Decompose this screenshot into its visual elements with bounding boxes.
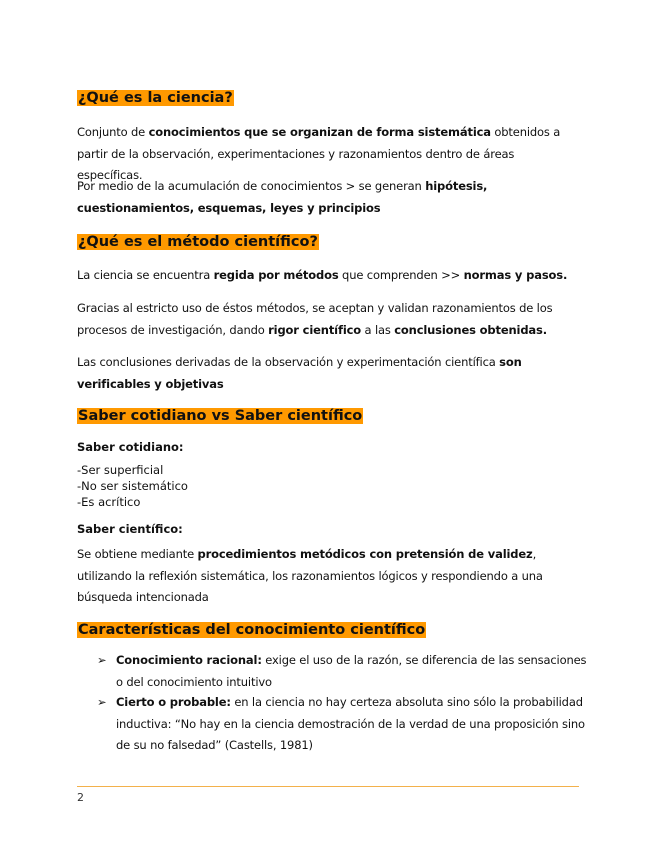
- bullet-item-cierto-o-probable: ➢ Cierto o probable: en la ciencia no hay certeza absoluta sino sólo la probabilidad inductiva: “No hay en la ciencia demostración de la verdad de una proposición sino de su no falsedad” (Castells, 1981): [97, 692, 587, 757]
- arrow-bullet-icon: ➢: [97, 653, 107, 667]
- heading-saber-cotidiano-vs-cientifico: Saber cotidiano vs Saber científico: [78, 408, 363, 424]
- paragraph-saber-cientifico: Se obtiene mediante procedimientos metódicos con pretensión de validez, utilizando la reflexión sistemática, los razonamientos lógicos y respondiendo a una búsqueda intencionada: [77, 547, 543, 604]
- paragraph-regida-por-metodos: La ciencia se encuentra regida por métodos que comprenden >> normas y pasos.: [77, 268, 568, 282]
- heading-que-es-la-ciencia: ¿Qué es la ciencia?: [78, 90, 233, 106]
- arrow-bullet-icon: ➢: [97, 695, 107, 709]
- heading-metodo-cientifico: ¿Qué es el método científico?: [78, 234, 318, 250]
- list-item: -Ser superficial: [77, 463, 164, 477]
- bullet-item-conocimiento-racional: ➢ Conocimiento racional: exige el uso de la razón, se diferencia de las sensaciones o del conocimiento intuitivo: [97, 650, 587, 693]
- paragraph-definicion-ciencia: Conjunto de conocimientos que se organizan de forma sistemática obtenidos a partir de la observación, experimentaciones y razonamientos dentro de áreas específicas.: [77, 125, 561, 182]
- heading-caracteristicas: Características del conocimiento científico: [78, 622, 426, 638]
- subheading-saber-cotidiano: Saber cotidiano:: [77, 440, 184, 454]
- subheading-saber-cientifico: Saber científico:: [77, 522, 183, 536]
- paragraph-rigor-cientifico: Gracias al estricto uso de éstos métodos, se aceptan y validan razonamientos de los procesos de investigación, dando rigor científico a las conclusiones obtenidas.: [77, 301, 553, 337]
- page-number: 2: [77, 791, 84, 804]
- paragraph-acumulacion: Por medio de la acumulación de conocimientos > se generan hipótesis, cuestionamientos, esquemas, leyes y principios: [77, 179, 488, 215]
- list-item: -Es acrítico: [77, 495, 141, 509]
- list-saber-cotidiano: [77, 462, 188, 510]
- list-item: -No ser sistemático: [77, 479, 188, 493]
- paragraph-conclusiones: Las conclusiones derivadas de la observación y experimentación científica son verificables y objetivas: [77, 355, 522, 391]
- footer-divider: [77, 786, 579, 787]
